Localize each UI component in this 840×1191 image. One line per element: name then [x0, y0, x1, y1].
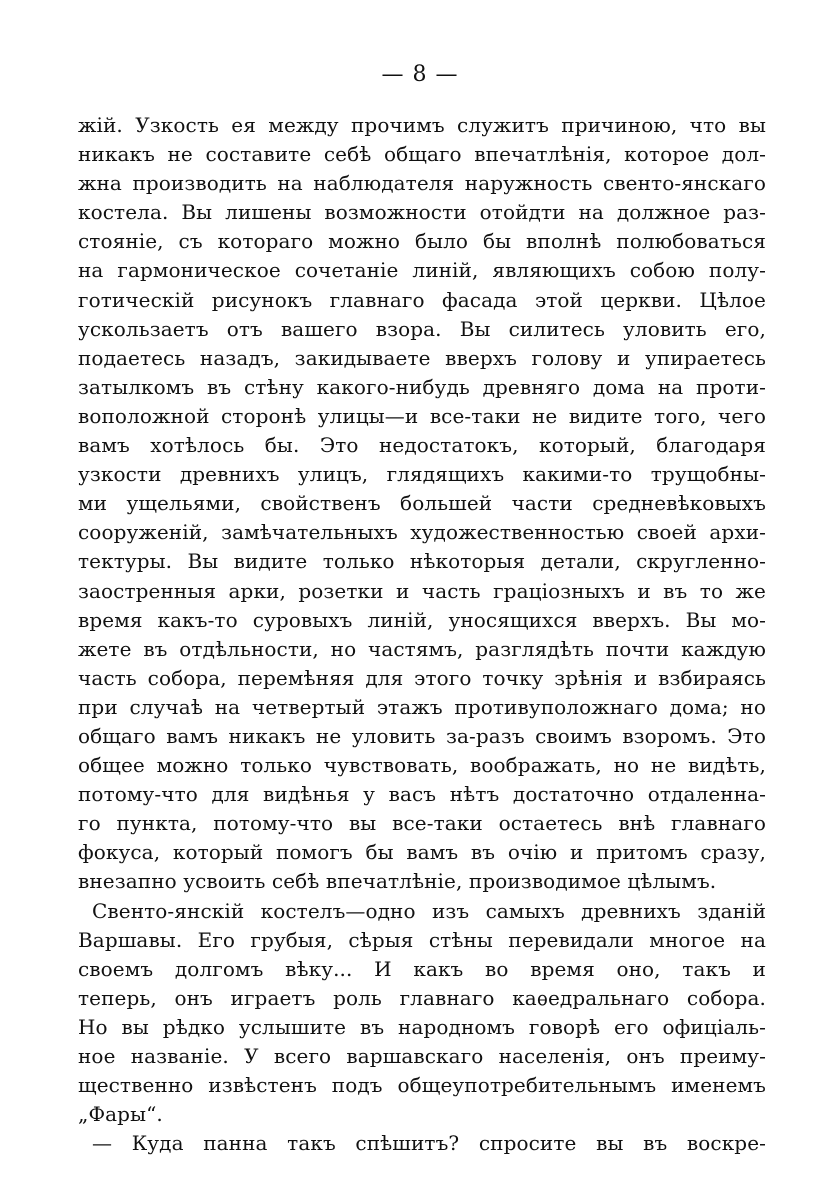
paragraph: [78, 111, 766, 897]
text-line: никакъ не составите себѣ общаго впечатлѣнія, которое дол-: [78, 142, 766, 167]
text-line: своемъ долгомъ вѣку... И какъ во время оно, такъ и: [78, 956, 766, 981]
paragraph: [78, 897, 766, 1130]
text-line: стояніе, съ котораго можно было бы вполнѣ полюбоваться: [78, 229, 766, 254]
body-text: [78, 111, 766, 1158]
text-line: — Куда панна такъ спѣшитъ? спросите вы въ воскре-: [92, 1131, 766, 1156]
text-line: ми ущельями, свойственъ большей части средневѣковыхъ: [78, 491, 766, 516]
text-line: потому-что для видѣнья у васъ нѣтъ достаточно отдаленна-: [78, 782, 766, 807]
text-line: готическій рисунокъ главнаго фасада этой церкви. Цѣлое: [78, 287, 766, 312]
text-line: воположной сторонѣ улицы—и все-таки не видите того, чего: [78, 403, 766, 428]
text-line: вамъ хотѣлось бы. Это недостатокъ, который, благодаря: [78, 433, 766, 458]
text-line: костела. Вы лишены возможности отойдти на должное раз-: [78, 200, 766, 225]
paragraph: [78, 1129, 766, 1158]
text-line: жій. Узкость ея между прочимъ служитъ причиною, что вы: [78, 113, 766, 137]
text-line: тектуры. Вы видите только нѣкоторыя детали, скругленно-: [78, 549, 766, 574]
text-line: затылкомъ въ стѣну какого-нибудь древняго дома на проти-: [78, 374, 766, 399]
text-line: заостренныя арки, розетки и часть граціозныхъ и въ то же: [78, 578, 766, 603]
text-line: щественно извѣстенъ подъ общеупотребительнымъ именемъ: [78, 1073, 766, 1098]
text-line: Но вы рѣдко услышите въ народномъ говорѣ его офиціаль-: [78, 1014, 766, 1039]
text-line: го пункта, потому-что вы все-таки остаетесь внѣ главнаго: [78, 811, 766, 836]
text-line: теперь, онъ играетъ роль главнаго каѳедральнаго собора.: [78, 985, 766, 1010]
text-line: Варшавы. Его грубыя, сѣрыя стѣны перевидали многое на: [78, 927, 766, 952]
text-line: подаетесь назадъ, закидываете вверхъ голову и упираетесь: [78, 345, 766, 370]
text-line: узкости древнихъ улицъ, глядящихъ какими-то трущобны-: [78, 462, 766, 487]
text-line: сооруженій, замѣчательныхъ художественностью своей архи-: [78, 520, 766, 545]
text-line: ускользаетъ отъ вашего взора. Вы силитесь уловить его,: [78, 316, 766, 341]
text-line: при случаѣ на четвертый этажъ противуположнаго дома; но: [78, 694, 766, 719]
text-line: жна производить на наблюдателя наружность свенто-янскаго: [78, 171, 766, 196]
page-number: — 8 —: [381, 62, 459, 87]
text-line: внезапно усвоить себѣ впечатлѣніе, производимое цѣлымъ.: [78, 869, 717, 894]
text-line: фокуса, который помогъ бы вамъ въ очію и притомъ сразу,: [78, 840, 766, 865]
text-line: Свенто-янскій костелъ—одно изъ самыхъ древнихъ зданій: [92, 898, 766, 923]
text-line: часть собора, перемѣняя для этого точку зрѣнія и взбираясь: [78, 665, 766, 690]
text-line: общаго вамъ никакъ не уловить за-разъ своимъ взоромъ. Это: [78, 723, 766, 748]
text-line: ное названіе. У всего варшавскаго населенія, онъ преиму-: [78, 1044, 766, 1068]
text-line: на гармоническое сочетаніе линій, являющихъ собою полу-: [78, 258, 766, 283]
text-line: жете въ отдѣльности, но частямъ, разглядѣть почти каждую: [78, 636, 766, 661]
text-line: общее можно только чувствовать, воображать, но не видѣть,: [78, 753, 766, 778]
text-line: „Фары“.: [78, 1102, 163, 1127]
text-line: время какъ-то суровыхъ линій, уносящихся вверхъ. Вы мо-: [78, 607, 766, 632]
